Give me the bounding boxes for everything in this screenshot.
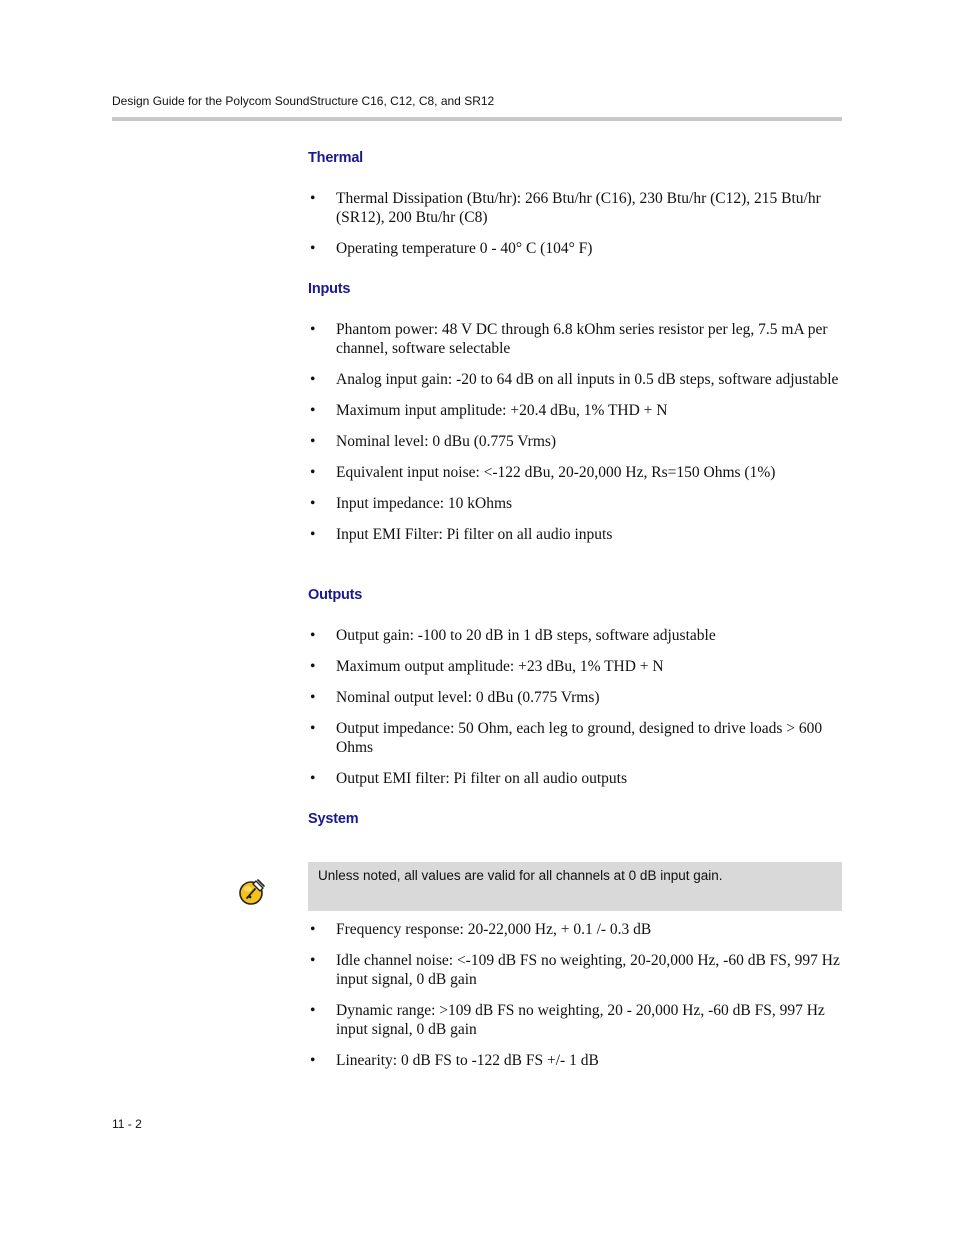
note-text: Unless noted, all values are valid for all channels at 0 dB input gain. — [318, 868, 723, 883]
note-pushpin-icon — [238, 876, 268, 906]
list-item: • Idle channel noise: <-109 dB FS no weighting, 20-20,000 Hz, -60 dB FS, 997 Hz input signal, 0 dB gain — [308, 951, 842, 989]
list-item: • Output gain: -100 to 20 dB in 1 dB steps, software adjustable — [308, 626, 842, 645]
list-item: • Analog input gain: -20 to 64 dB on all inputs in 0.5 dB steps, software adjustable — [308, 370, 842, 389]
section-system — [308, 809, 842, 829]
list-item: • Nominal level: 0 dBu (0.775 Vrms) — [308, 432, 842, 451]
list-item: • Operating temperature 0 - 40° C (104° F) — [308, 239, 842, 258]
list-item: • Thermal Dissipation (Btu/hr): 266 Btu/hr (C16), 230 Btu/hr (C12), 215 Btu/hr (SR12), 200 Btu/hr (C8) — [308, 189, 842, 227]
section-thermal — [308, 148, 842, 258]
list-item: • Output EMI filter: Pi filter on all audio outputs — [308, 769, 842, 788]
section-outputs — [308, 585, 842, 788]
list-item: • Equivalent input noise: <-122 dBu, 20-20,000 Hz, Rs=150 Ohms (1%) — [308, 463, 842, 482]
section-heading-outputs: Outputs — [308, 587, 363, 603]
list-item: • Input impedance: 10 kOhms — [308, 494, 842, 513]
list-item: • Phantom power: 48 V DC through 6.8 kOhm series resistor per leg, 7.5 mA per channel, software selectable — [308, 320, 842, 358]
note-box — [308, 862, 842, 911]
list-item: • Linearity: 0 dB FS to -122 dB FS +/- 1 dB — [308, 1051, 842, 1070]
page-number: 11 - 2 — [112, 1117, 142, 1131]
section-system-list — [308, 920, 842, 1070]
list-item: • Frequency response: 20-22,000 Hz, + 0.1 /- 0.3 dB — [308, 920, 842, 939]
list-item: • Nominal output level: 0 dBu (0.775 Vrms) — [308, 688, 842, 707]
list-item: • Maximum input amplitude: +20.4 dBu, 1% THD + N — [308, 401, 842, 420]
section-heading-thermal: Thermal — [308, 150, 364, 166]
header-divider — [112, 117, 842, 121]
section-heading-system: System — [308, 811, 359, 827]
list-item: • Dynamic range: >109 dB FS no weighting, 20 - 20,000 Hz, -60 dB FS, 997 Hz input signal, 0 dB gain — [308, 1001, 842, 1039]
list-item: • Maximum output amplitude: +23 dBu, 1% THD + N — [308, 657, 842, 676]
section-heading-inputs: Inputs — [308, 281, 351, 297]
section-inputs — [308, 279, 842, 544]
list-item: • Output impedance: 50 Ohm, each leg to ground, designed to drive loads > 600 Ohms — [308, 719, 842, 757]
page-header-title: Design Guide for the Polycom SoundStructure C16, C12, C8, and SR12 — [112, 94, 495, 108]
list-item: • Input EMI Filter: Pi filter on all audio inputs — [308, 525, 842, 544]
